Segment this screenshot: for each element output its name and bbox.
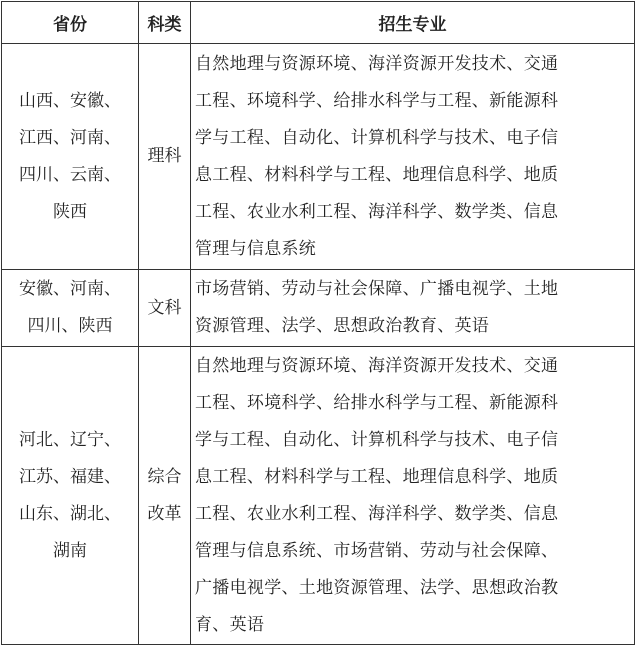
- major-line: 管理与信息系统、市场营销、劳动与社会保障、: [195, 540, 559, 561]
- category-line: 改革: [147, 503, 182, 524]
- major-line: 工程、农业水利工程、海洋科学、数学类、信息: [195, 201, 559, 222]
- category-cell: [139, 44, 191, 270]
- province-line: 湖南: [53, 540, 87, 561]
- category-line: 文科: [147, 297, 182, 318]
- admissions-table: [1, 1, 635, 645]
- province-cell: [2, 270, 139, 347]
- category-line: 理科: [147, 146, 182, 166]
- province-line: 山西、安徽、: [19, 90, 121, 111]
- major-line: 工程、环境科学、给排水科学与工程、新能源科: [195, 392, 559, 413]
- category-cell: [139, 270, 191, 347]
- major-line: 管理与信息系统: [195, 238, 317, 259]
- majors-cell: [191, 347, 635, 645]
- table-header-row: [2, 2, 635, 44]
- header-category: 科类: [139, 2, 191, 44]
- major-line: 工程、农业水利工程、海洋科学、数学类、信息: [195, 503, 559, 524]
- table-row: [2, 347, 635, 645]
- major-line: 市场营销、劳动与社会保障、广播电视学、土地: [195, 279, 559, 299]
- major-line: 息工程、材料科学与工程、地理信息科学、地质: [195, 466, 559, 487]
- province-cell: [2, 44, 139, 270]
- province-line: 山东、湖北、: [19, 503, 121, 524]
- major-line: 自然地理与资源环境、海洋资源开发技术、交通: [195, 355, 559, 376]
- province-line: 四川、陕西: [27, 316, 113, 336]
- category-line: 综合: [147, 466, 182, 487]
- major-line: 广播电视学、土地资源管理、法学、思想政治教: [195, 577, 559, 598]
- province-line: 安徽、河南、: [19, 279, 121, 299]
- category-cell: [139, 347, 191, 645]
- major-line: 育、英语: [195, 614, 265, 635]
- major-line: 工程、环境科学、给排水科学与工程、新能源科: [195, 90, 559, 111]
- major-line: 资源管理、法学、思想政治教育、英语: [195, 316, 490, 336]
- province-line: 陕西: [53, 201, 87, 222]
- major-line: 自然地理与资源环境、海洋资源开发技术、交通: [195, 53, 559, 74]
- major-line: 学与工程、自动化、计算机科学与技术、电子信: [195, 429, 559, 450]
- province-line: 江苏、福建、: [19, 466, 121, 487]
- header-majors: 招生专业: [191, 2, 635, 44]
- majors-cell: [191, 44, 635, 270]
- province-line: 江西、河南、: [19, 127, 121, 148]
- province-line: 四川、云南、: [19, 164, 121, 185]
- majors-cell: [191, 270, 635, 347]
- table-row: [2, 44, 635, 270]
- major-line: 学与工程、自动化、计算机科学与技术、电子信: [195, 127, 559, 148]
- province-line: 河北、辽宁、: [19, 429, 121, 450]
- table-row: [2, 270, 635, 347]
- header-province: 省份: [2, 2, 139, 44]
- major-line: 息工程、材料科学与工程、地理信息科学、地质: [195, 164, 559, 185]
- province-cell: [2, 347, 139, 645]
